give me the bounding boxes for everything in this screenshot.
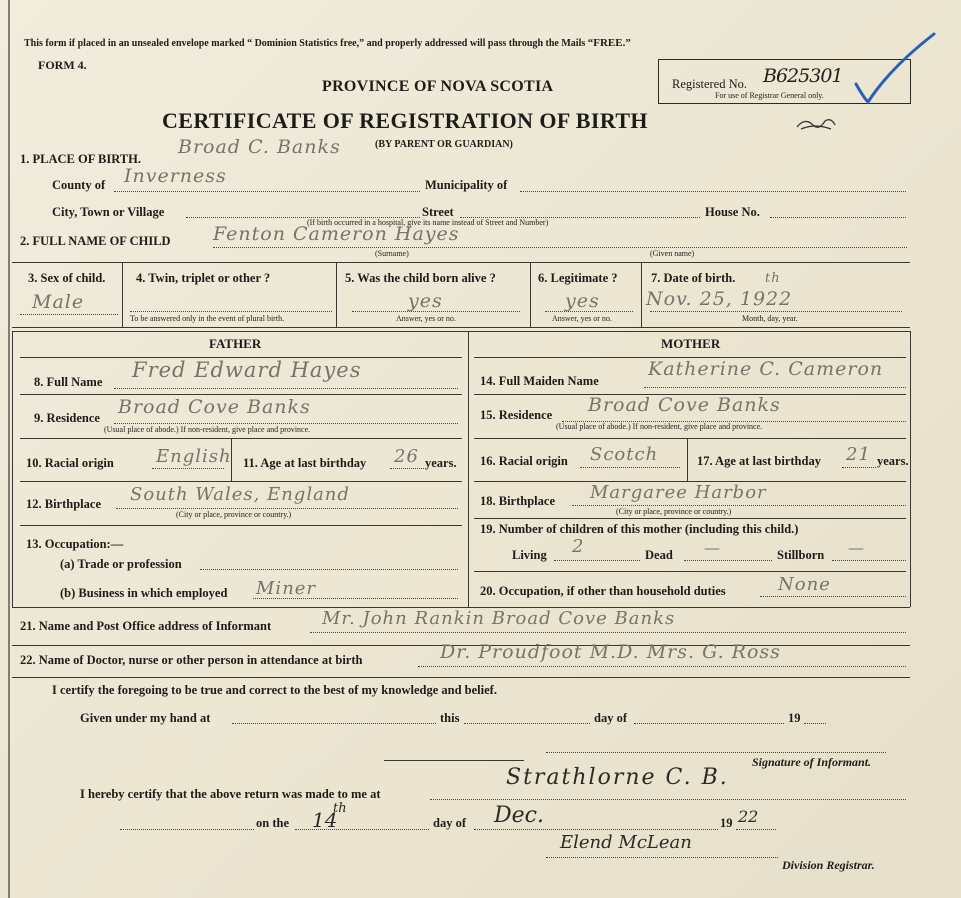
registrar-note: For use of Registrar General only. xyxy=(715,91,824,100)
surname-note: (Surname) xyxy=(375,249,409,258)
business-label: (b) Business in which employed xyxy=(60,586,228,600)
division-registrar-label: Division Registrar. xyxy=(782,858,875,872)
father-racial-value: English xyxy=(156,446,232,467)
this-label: this xyxy=(440,711,460,725)
day-of-label: day of xyxy=(594,711,627,725)
twin-label: 4. Twin, triplet or other ? xyxy=(136,271,271,285)
certify-statement: I certify the foregoing to be true and correct to the best of my knowledge and belief. xyxy=(52,683,497,697)
father-residence-value: Broad Cove Banks xyxy=(118,396,311,418)
province-heading: PROVINCE OF NOVA SCOTIA xyxy=(322,78,554,95)
return-month-value: Dec. xyxy=(494,803,544,828)
mother-residence-note: (Usual place of abode.) If non-resident, give place and province. xyxy=(556,422,763,431)
sex-label: 3. Sex of child. xyxy=(28,271,106,285)
city-label: City, Town or Village xyxy=(52,205,165,219)
registered-label: Registered No. xyxy=(672,77,747,91)
certificate-title: CERTIFICATE OF REGISTRATION OF BIRTH xyxy=(162,108,648,133)
stillborn-value: — xyxy=(848,538,865,557)
father-name-value: Fred Edward Hayes xyxy=(132,358,362,382)
blue-check-mark-icon xyxy=(850,28,940,108)
informant-signature-label: Signature of Informant. xyxy=(752,755,872,769)
father-residence-label: 9. Residence xyxy=(34,411,100,425)
registered-number: B625301 xyxy=(763,65,843,87)
year-prefix: 19 xyxy=(788,711,801,725)
year-prefix2: 19 xyxy=(720,816,733,830)
registrar-signature: Elend McLean xyxy=(560,832,692,853)
mother-residence-label: 15. Residence xyxy=(480,408,553,422)
date-of-birth-label: 7. Date of birth. xyxy=(651,271,736,285)
mother-residence-value: Broad Cove Banks xyxy=(588,394,781,416)
place-of-birth-label: 1. PLACE OF BIRTH. xyxy=(20,152,141,166)
house-no-label: House No. xyxy=(705,205,760,219)
born-alive-label: 5. Was the child born alive ? xyxy=(345,271,496,285)
born-alive-note: Answer, yes or no. xyxy=(396,314,456,323)
child-name-value: Fenton Cameron Hayes xyxy=(213,223,460,245)
father-birthplace-note: (City or place, province or country.) xyxy=(176,510,292,519)
mother-birthplace-note: (City or place, province or country.) xyxy=(616,507,732,516)
street-label: Street xyxy=(422,205,454,219)
born-alive-value: yes xyxy=(408,290,443,312)
return-year-value: 22 xyxy=(738,807,759,826)
mail-notice: This form if placed in an unsealed envelope marked “ Dominion Statistics free,” and properly addressed will pass through the Mails “FREE.” xyxy=(24,37,631,49)
twin-note: To be answered only in the event of plural birth. xyxy=(130,314,285,323)
county-label: County of xyxy=(52,178,106,192)
children-count-label: 19. Number of children of this mother (including this child.) xyxy=(480,522,799,536)
legitimate-label: 6. Legitimate ? xyxy=(538,271,618,285)
date-of-birth-value: Nov. 25, 1922 xyxy=(646,288,793,310)
sex-value: Male xyxy=(32,291,85,313)
business-value: Miner xyxy=(256,578,317,599)
mother-age-value: 21 xyxy=(846,444,871,465)
given-name-note: (Given name) xyxy=(650,249,695,258)
informant-label: 21. Name and Post Office address of Informant xyxy=(20,619,272,633)
form-number: FORM 4. xyxy=(38,58,87,72)
legitimate-note: Answer, yes or no. xyxy=(552,314,612,323)
father-age-value: 26 xyxy=(394,446,419,467)
given-under-hand-label: Given under my hand at xyxy=(80,711,211,725)
mother-occupation-value: None xyxy=(778,574,831,595)
father-racial-label: 10. Racial origin xyxy=(26,456,114,470)
trade-label: (a) Trade or profession xyxy=(60,557,182,571)
living-value: 2 xyxy=(572,536,585,557)
mother-racial-value: Scotch xyxy=(590,444,659,465)
mother-name-label: 14. Full Maiden Name xyxy=(480,374,599,388)
legitimate-value: yes xyxy=(565,290,600,312)
doctor-label: 22. Name of Doctor, nurse or other person in attendance at birth xyxy=(20,653,363,667)
mother-occupation-label: 20. Occupation, if other than household duties xyxy=(480,584,726,598)
date-of-birth-note: Month, day, year. xyxy=(742,314,798,323)
mother-birthplace-value: Margaree Harbor xyxy=(590,482,767,503)
mother-birthplace-label: 18. Birthplace xyxy=(480,494,555,508)
child-name-label: 2. FULL NAME OF CHILD xyxy=(20,234,171,248)
father-residence-note: (Usual place of abode.) If non-resident, give place and province. xyxy=(104,425,311,434)
stillborn-label: Stillborn xyxy=(777,548,825,562)
county-value: Inverness xyxy=(124,165,227,187)
living-label: Living xyxy=(512,548,547,562)
day-of2-label: day of xyxy=(433,816,466,830)
father-age-label: 11. Age at last birthday xyxy=(243,456,367,470)
return-place-value: Strathlorne C. B. xyxy=(506,765,729,790)
return-day-value: 14 xyxy=(312,808,338,832)
on-the-label: on the xyxy=(256,816,289,830)
mother-heading: MOTHER xyxy=(661,336,721,351)
mother-age-unit: years. xyxy=(877,454,909,468)
father-occupation-label: 13. Occupation:— xyxy=(26,537,124,551)
municipality-label: Municipality of xyxy=(425,178,508,192)
father-birthplace-label: 12. Birthplace xyxy=(26,497,101,511)
mother-age-label: 17. Age at last birthday xyxy=(697,454,821,468)
father-heading: FATHER xyxy=(209,336,262,351)
father-age-unit: years. xyxy=(425,456,457,470)
return-made-label: I hereby certify that the above return was made to me at xyxy=(80,787,381,801)
informant-value: Mr. John Rankin Broad Cove Banks xyxy=(322,608,676,629)
father-name-label: 8. Full Name xyxy=(34,375,103,389)
dead-value: — xyxy=(704,538,721,557)
place-of-birth-value: Broad C. Banks xyxy=(178,136,341,158)
mother-name-value: Katherine C. Cameron xyxy=(648,358,884,380)
hospital-note: (If birth occurred in a hospital, give its name instead of Street and Number) xyxy=(307,218,549,227)
doctor-value: Dr. Proudfoot M.D. Mrs. G. Ross xyxy=(440,641,781,663)
mother-racial-label: 16. Racial origin xyxy=(480,454,568,468)
father-birthplace-value: South Wales, England xyxy=(130,484,350,505)
date-of-birth-suffix: th xyxy=(765,271,781,286)
ink-scribble-icon xyxy=(793,115,839,135)
certificate-subtitle: (BY PARENT OR GUARDIAN) xyxy=(375,139,513,150)
return-day-suffix: th xyxy=(333,801,347,816)
free-label: “FREE.” xyxy=(587,37,631,49)
dead-label: Dead xyxy=(645,548,673,562)
